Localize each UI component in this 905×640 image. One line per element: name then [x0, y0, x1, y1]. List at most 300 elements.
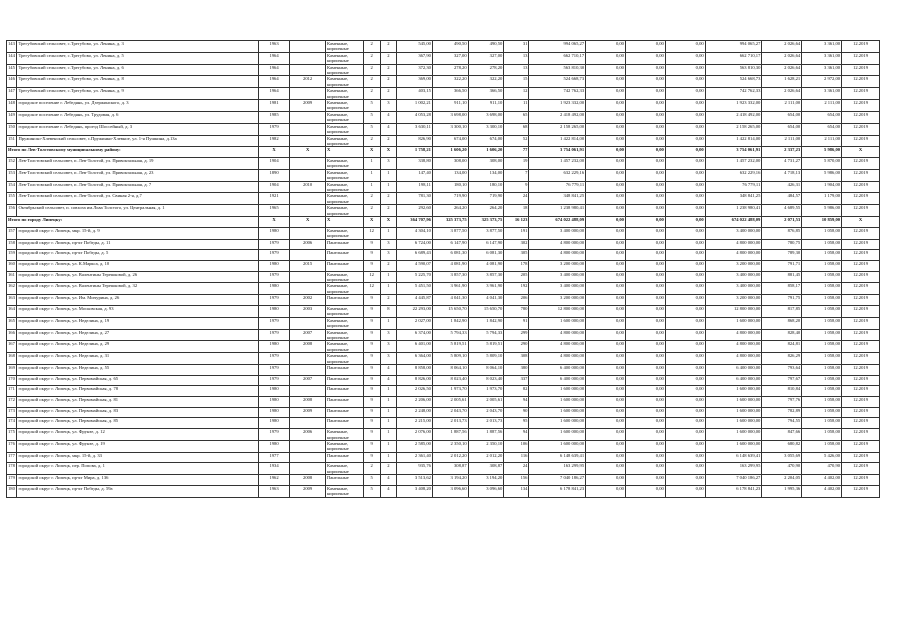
cell-end: 12.2019: [842, 260, 880, 271]
cell-y1: 1964: [258, 52, 289, 64]
address-cell: Октябрьский сельсовет, п. совхоза им.Льва Толстого, ул. Центральная, д. 1: [17, 205, 258, 217]
cell-c2: 0,00: [586, 440, 626, 452]
cell-c6: 470,90: [762, 463, 802, 475]
cell-y2: [290, 463, 326, 475]
cell-y1: 1979: [258, 353, 289, 365]
cell-y1: 1979: [258, 295, 289, 306]
cell-ppl: 305: [504, 250, 529, 261]
cell-wall: Панельные: [325, 418, 363, 429]
cell-c3: 0,00: [625, 205, 665, 217]
cell-y2: 2002: [290, 295, 326, 306]
cell-fl: 9: [363, 429, 380, 441]
cell-ppl: 206: [504, 295, 529, 306]
table-row: [7, 418, 880, 429]
cell-c3: 0,00: [625, 283, 665, 295]
cell-c1: 524 668,73: [529, 76, 586, 88]
cell-wall: Каменные, кирпичные: [325, 64, 363, 76]
cell-c4: 0,00: [665, 100, 705, 112]
cell-fl: 2: [363, 135, 380, 147]
address-cell: Лев-Толстовский сельсовет, п. Лев-Толстой, ул. Привокзальная, д. 7: [17, 181, 258, 193]
cell-s3: 1 887,56: [468, 429, 504, 441]
row-number: 176: [7, 440, 17, 452]
cell-c5: 2 418 492,00: [705, 111, 762, 123]
cell-wall: Каменные, кирпичные: [325, 317, 363, 329]
address-cell: городской округ г. Липецк, ул. Неделина, д. 29: [17, 341, 258, 353]
cell-s1: 935,76: [397, 463, 433, 475]
table-row: [7, 295, 880, 306]
cell-pod: 1: [380, 397, 397, 408]
cell-y2: [290, 169, 326, 181]
cell-c1: 6 148 639,41: [529, 452, 586, 463]
cell-c6: 868,20: [762, 317, 802, 329]
cell-c7: 1 058,00: [802, 227, 842, 239]
cell-c4: 0,00: [665, 485, 705, 497]
table-row: [7, 193, 880, 205]
cell-pod: 8: [380, 305, 397, 317]
cell-s2: 3 698,00: [432, 111, 468, 123]
table-row: [7, 397, 880, 408]
table-row: [7, 386, 880, 397]
cell-c4: 0,00: [665, 418, 705, 429]
address-cell: городской округ г. Липецк, ул. Неделина, д. 31: [17, 353, 258, 365]
cell-c5: 1 600 000,00: [705, 317, 762, 329]
cell-wall: Панельные: [325, 365, 363, 376]
cell-c7: 5 986,00: [802, 205, 842, 217]
cell-fl: 5: [363, 475, 380, 486]
cell-pod: 2: [380, 463, 397, 475]
row-number: 164: [7, 305, 17, 317]
cell-c1: 76 779,11: [529, 181, 586, 193]
cell-c1: 3 400 000,00: [529, 227, 586, 239]
cell-end: 12.2019: [842, 76, 880, 88]
cell-end: 12.2019: [842, 52, 880, 64]
cell-y1: 1963: [258, 41, 289, 53]
cell-c3: 0,00: [625, 329, 665, 341]
cell-y1: 1979: [258, 429, 289, 441]
cell-s3: 3 194,20: [468, 475, 504, 486]
cell-end: 12.2019: [842, 100, 880, 112]
cell-s1: 367,90: [397, 52, 433, 64]
cell-c7: 1 058,00: [802, 341, 842, 353]
address-cell: городской округ г. Липецк, ул. Первомайская, д. 81: [17, 397, 258, 408]
cell-s1: 4 304,10: [397, 227, 433, 239]
cell-c3: 0,00: [625, 418, 665, 429]
cell-c1: 7 040 186,27: [529, 475, 586, 486]
cell-c7: 1 058,00: [802, 305, 842, 317]
cell-c5: 4 800 000,00: [705, 353, 762, 365]
row-number: 177: [7, 452, 17, 463]
cell-s1: 338,80: [397, 158, 433, 170]
cell-c3: 0,00: [625, 147, 665, 158]
address-cell: городской округ г. Липецк, ул. Неделина, д. 27: [17, 329, 258, 341]
cell-fl: 5: [363, 111, 380, 123]
cell-c3: 0,00: [625, 158, 665, 170]
cell-end: 12.2019: [842, 485, 880, 497]
row-number: 149: [7, 111, 17, 123]
cell-ppl: 16 123: [504, 217, 529, 228]
cell-c7: 3 361,00: [802, 64, 842, 76]
cell-c3: 0,00: [625, 100, 665, 112]
address-cell: городское поселение г. Лебедянь, ул. Дзержинского, д. 3: [17, 100, 258, 112]
cell-c3: 0,00: [625, 341, 665, 353]
cell-s3: 5 819,51: [468, 341, 504, 353]
cell-c2: 0,00: [586, 260, 626, 271]
cell-wall: X: [325, 147, 363, 158]
cell-y1: 1985: [258, 111, 289, 123]
cell-s3: 674,00: [468, 135, 504, 147]
cell-y1: X: [258, 147, 289, 158]
cell-y2: [290, 64, 326, 76]
cell-c1: 3 200 000,00: [529, 260, 586, 271]
cell-c2: 0,00: [586, 250, 626, 261]
cell-end: 12.2019: [842, 463, 880, 475]
row-number: 153: [7, 169, 17, 181]
cell-c3: 0,00: [625, 407, 665, 418]
cell-c3: 0,00: [625, 452, 665, 463]
cell-pod: 2: [380, 295, 397, 306]
cell-s1: 22 293,00: [397, 305, 433, 317]
row-number: 143: [7, 41, 17, 53]
cell-c4: 0,00: [665, 429, 705, 441]
cell-pod: 3: [380, 250, 397, 261]
cell-s1: 781,30: [397, 193, 433, 205]
cell-c1: 4 800 000,00: [529, 329, 586, 341]
cell-s3: 2 012,20: [468, 452, 504, 463]
cell-y2: [290, 227, 326, 239]
cell-c5: 12 800 000,00: [705, 305, 762, 317]
address-cell: городской округ г. Липецк, пр-кт Победы, д. 59а: [17, 485, 258, 497]
cell-c2: 0,00: [586, 341, 626, 353]
cell-end: 12.2019: [842, 64, 880, 76]
cell-wall: Панельные: [325, 295, 363, 306]
cell-y1: 1980: [258, 407, 289, 418]
table-row: [7, 452, 880, 463]
cell-c6: 426,31: [762, 181, 802, 193]
cell-s2: 5 794,33: [432, 329, 468, 341]
cell-c6: 1 628,21: [762, 76, 802, 88]
cell-c1: 6 178 841,23: [529, 485, 586, 497]
summary-label: Итого по Лев-Толстовскому муниципальному району:: [7, 147, 259, 158]
cell-c5: 2 158 265,00: [705, 123, 762, 135]
cell-c5: 3 400 000,00: [705, 227, 762, 239]
cell-y1: 1981: [258, 100, 289, 112]
cell-y2: X: [290, 217, 326, 228]
cell-c3: 0,00: [625, 111, 665, 123]
cell-s2: 1 887,56: [432, 429, 468, 441]
cell-c7: 1 058,00: [802, 295, 842, 306]
cell-y2: [290, 193, 326, 205]
cell-s2: 308,00: [432, 158, 468, 170]
cell-ppl: 12: [504, 88, 529, 100]
cell-end: 12.2019: [842, 205, 880, 217]
row-number: 165: [7, 317, 17, 329]
cell-wall: Каменные, кирпичные: [325, 485, 363, 497]
table-row: [7, 440, 880, 452]
cell-pod: 3: [380, 353, 397, 365]
cell-ppl: 94: [504, 397, 529, 408]
cell-wall: Каменные, кирпичные: [325, 41, 363, 53]
cell-c5: 3 400 000,00: [705, 271, 762, 283]
cell-s3: 3 857,30: [468, 271, 504, 283]
cell-c6: 791,71: [762, 260, 802, 271]
cell-c2: 0,00: [586, 100, 626, 112]
cell-s1: 545,00: [397, 41, 433, 53]
cell-c7: 1 058,00: [802, 418, 842, 429]
cell-wall: Каменные, кирпичные: [325, 181, 363, 193]
cell-c6: 847,66: [762, 429, 802, 441]
cell-c7: 1 058,00: [802, 250, 842, 261]
cell-c6: 794,55: [762, 418, 802, 429]
cell-pod: 1: [380, 317, 397, 329]
cell-s1: 3 630,11: [397, 123, 433, 135]
cell-y1: 1980: [258, 418, 289, 429]
cell-pod: 2: [380, 41, 397, 53]
cell-end: 12.2019: [842, 123, 880, 135]
row-number: 160: [7, 260, 17, 271]
address-cell: городской округ г. Липецк, ул. Фрунзе, д. 12: [17, 429, 258, 441]
cell-end: 12.2019: [842, 317, 880, 329]
table-row: [7, 76, 880, 88]
cell-s3: 2 005,61: [468, 397, 504, 408]
cell-wall: Каменные, кирпичные: [325, 193, 363, 205]
cell-c7: 1 058,00: [802, 260, 842, 271]
table-row: [7, 205, 880, 217]
cell-c6: 797,67: [762, 375, 802, 386]
cell-fl: 9: [363, 418, 380, 429]
address-cell: городской округ г. Липецк, пр-кт Победы, д. 5: [17, 250, 258, 261]
cell-c6: 2 111,00: [762, 100, 802, 112]
table-row: [7, 260, 880, 271]
cell-fl: 9: [363, 329, 380, 341]
cell-s3: 1 606,20: [468, 147, 504, 158]
cell-s1: 6 401,00: [397, 341, 433, 353]
cell-s1: 403,15: [397, 88, 433, 100]
cell-c7: 5 426,00: [802, 452, 842, 463]
cell-y1: 1980: [258, 305, 289, 317]
cell-s1: 2 248,00: [397, 407, 433, 418]
table-row: [7, 317, 880, 329]
cell-c1: 3 754 061,91: [529, 147, 586, 158]
cell-c2: 0,00: [586, 452, 626, 463]
cell-c1: 1 600 000,00: [529, 440, 586, 452]
cell-y2: 2007: [290, 375, 326, 386]
cell-c1: 742 762,33: [529, 88, 586, 100]
cell-pod: 4: [380, 375, 397, 386]
cell-c4: 0,00: [665, 123, 705, 135]
cell-c3: 0,00: [625, 193, 665, 205]
row-number: 146: [7, 76, 17, 88]
cell-wall: Каменные, кирпичные: [325, 52, 363, 64]
cell-c6: 780,75: [762, 239, 802, 250]
cell-y2: 2008: [290, 475, 326, 486]
cell-c2: 0,00: [586, 52, 626, 64]
cell-c6: 858,17: [762, 283, 802, 295]
cell-fl: 12: [363, 271, 380, 283]
cell-y1: 1980: [258, 386, 289, 397]
cell-c6: 2 026,64: [762, 52, 802, 64]
cell-c4: 0,00: [665, 239, 705, 250]
cell-s1: 2 026,50: [397, 386, 433, 397]
cell-pod: 3: [380, 239, 397, 250]
row-number: 179: [7, 475, 17, 486]
cell-end: 12.2019: [842, 181, 880, 193]
cell-wall: Каменные, кирпичные: [325, 158, 363, 170]
cell-c3: 0,00: [625, 317, 665, 329]
row-number: 175: [7, 429, 17, 441]
cell-y2: [290, 250, 326, 261]
table-row: [7, 111, 880, 123]
cell-s3: 3 698,00: [468, 111, 504, 123]
cell-y2: X: [290, 147, 326, 158]
cell-c3: 0,00: [625, 217, 665, 228]
cell-pod: 2: [380, 260, 397, 271]
cell-c6: 2 026,64: [762, 41, 802, 53]
cell-c4: 0,00: [665, 217, 705, 228]
cell-pod: 1: [380, 429, 397, 441]
cell-s3: 719,90: [468, 193, 504, 205]
cell-pod: 3: [380, 100, 397, 112]
cell-c7: 470,90: [802, 463, 842, 475]
cell-end: 12.2019: [842, 135, 880, 147]
cell-c5: 6 400 000,00: [705, 365, 762, 376]
table-row: [7, 365, 880, 376]
cell-c2: 0,00: [586, 205, 626, 217]
cell-c3: 0,00: [625, 64, 665, 76]
table-row: [7, 88, 880, 100]
cell-s2: 719,90: [432, 193, 468, 205]
cell-ppl: 90: [504, 407, 529, 418]
cell-y1: 1921: [258, 193, 289, 205]
cell-s1: 2 361,40: [397, 452, 433, 463]
cell-s3: 5 809,10: [468, 353, 504, 365]
cell-c5: 1 600 000,00: [705, 386, 762, 397]
table-row: [7, 375, 880, 386]
cell-end: 12.2019: [842, 418, 880, 429]
cell-s1: 364 707,96: [397, 217, 433, 228]
row-number: 173: [7, 407, 17, 418]
cell-wall: Каменные, кирпичные: [325, 341, 363, 353]
row-number: 171: [7, 386, 17, 397]
cell-c7: 1 058,00: [802, 353, 842, 365]
address-cell: городское поселение г. Лебедянь, проезд Шоссейный, д. 3: [17, 123, 258, 135]
row-number: 167: [7, 341, 17, 353]
cell-s3: 134,00: [468, 169, 504, 181]
cell-c6: 4 731,27: [762, 158, 802, 170]
cell-y1: 1979: [258, 375, 289, 386]
cell-c6: 2 111,00: [762, 135, 802, 147]
table-row: [7, 250, 880, 261]
row-number: 162: [7, 283, 17, 295]
address-cell: Трегубовский сельсовет, с.Трегубово, ул. Ленина, д. 3: [17, 41, 258, 53]
cell-fl: 9: [363, 440, 380, 452]
row-number: 172: [7, 397, 17, 408]
cell-c5: 1 600 000,00: [705, 407, 762, 418]
cell-s3: 2 350,10: [468, 440, 504, 452]
cell-c4: 0,00: [665, 52, 705, 64]
cell-ppl: 77: [504, 147, 529, 158]
cell-c2: 0,00: [586, 485, 626, 497]
cell-y1: 1979: [258, 317, 289, 329]
cell-s2: 308,87: [432, 463, 468, 475]
cell-y2: 2006: [290, 239, 326, 250]
row-number: 147: [7, 88, 17, 100]
cell-c1: 6 400 000,00: [529, 365, 586, 376]
cell-y2: 2009: [290, 100, 326, 112]
cell-c3: 0,00: [625, 135, 665, 147]
cell-c2: 0,00: [586, 76, 626, 88]
cell-pod: 2: [380, 64, 397, 76]
cell-s1: 372,30: [397, 64, 433, 76]
cell-end: 12.2019: [842, 111, 880, 123]
cell-c1: 994 065,27: [529, 41, 586, 53]
table-row: [7, 305, 880, 317]
row-number: 156: [7, 205, 17, 217]
cell-y1: 1979: [258, 329, 289, 341]
cell-s2: 2 350,10: [432, 440, 468, 452]
cell-s3: 308,00: [468, 158, 504, 170]
cell-c4: 0,00: [665, 440, 705, 452]
cell-s2: 1 842,90: [432, 317, 468, 329]
cell-y1: 1980: [258, 260, 289, 271]
table-row: [7, 123, 880, 135]
cell-c3: 0,00: [625, 271, 665, 283]
cell-s3: 4 041,30: [468, 295, 504, 306]
cell-c4: 0,00: [665, 375, 705, 386]
cell-pod: 2: [380, 193, 397, 205]
cell-c1: 2 418 492,00: [529, 111, 586, 123]
cell-s3: 911,10: [468, 100, 504, 112]
cell-wall: X: [325, 217, 363, 228]
cell-pod: 2: [380, 205, 397, 217]
cell-c2: 0,00: [586, 329, 626, 341]
cell-c3: 0,00: [625, 76, 665, 88]
cell-y1: 1980: [258, 397, 289, 408]
cell-s3: 325 373,75: [468, 217, 504, 228]
cell-ppl: 65: [504, 111, 529, 123]
cell-y2: 2009: [290, 407, 326, 418]
cell-c7: 1 058,00: [802, 386, 842, 397]
cell-s2: 1 973,70: [432, 386, 468, 397]
cell-fl: 2: [363, 41, 380, 53]
cell-s1: 1 002,21: [397, 100, 433, 112]
cell-s2: 3 961,90: [432, 283, 468, 295]
cell-y2: 2010: [290, 181, 326, 193]
cell-wall: Каменные, кирпичные: [325, 135, 363, 147]
cell-s3: 1 842,90: [468, 317, 504, 329]
cell-y2: [290, 283, 326, 295]
cell-c7: 3 361,00: [802, 41, 842, 53]
cell-pod: X: [380, 217, 397, 228]
cell-y2: 2012: [290, 76, 326, 88]
cell-c5: 7 040 186,27: [705, 475, 762, 486]
cell-c4: 0,00: [665, 158, 705, 170]
cell-wall: Каменные, кирпичные: [325, 329, 363, 341]
cell-c2: 0,00: [586, 429, 626, 441]
address-cell: Лев-Толстовский сельсовет, п. Лев-Толстой, ул. Привокзальная, д. 19: [17, 158, 258, 170]
cell-c7: 1 058,00: [802, 283, 842, 295]
address-cell: городской округ г. Липецк, пр-кт Победы, д. 11: [17, 239, 258, 250]
cell-s2: 8 023,40: [432, 375, 468, 386]
cell-c6: 810,84: [762, 386, 802, 397]
cell-end: 12.2019: [842, 271, 880, 283]
address-cell: городской округ г. Липецк, ул. Неделина, д. 55: [17, 365, 258, 376]
cell-wall: Каменные, кирпичные: [325, 88, 363, 100]
cell-end: 12.2019: [842, 41, 880, 53]
cell-c5: 524 668,73: [705, 76, 762, 88]
cell-fl: 9: [363, 365, 380, 376]
cell-s1: 6 689,43: [397, 250, 433, 261]
cell-pod: 2: [380, 76, 397, 88]
